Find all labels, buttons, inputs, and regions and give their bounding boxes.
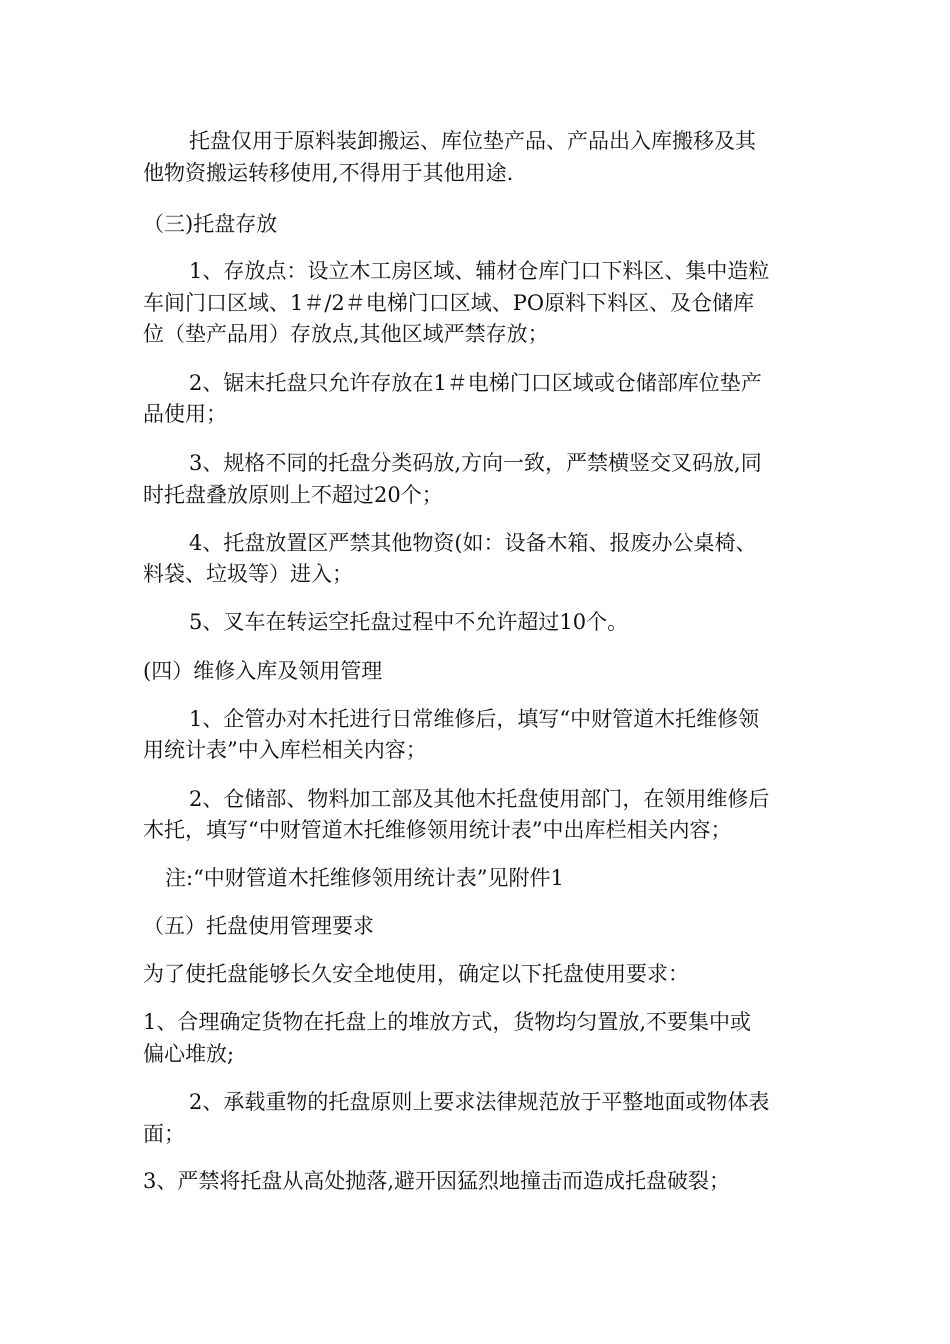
maintenance-note: 注:“中财管道木托维修领用统计表”见附件1 xyxy=(165,866,564,890)
maintenance-item-2-line-1: 2、仓储部、物料加工部及其他木托盘使用部门，在领用维修后 xyxy=(189,787,770,811)
maintenance-item-1-line-1: 1、企管办对木托进行日常维修后，填写“中财管道木托维修领 xyxy=(189,707,760,731)
requirement-item-2-line-2: 面； xyxy=(143,1122,185,1146)
storage-item-1-line-2: 车间门口区域、1＃/2＃电梯门口区域、PO原料下料区、及仓储库 xyxy=(143,291,755,315)
paragraph-usage-line-2: 他物资搬运转移使用,不得用于其他用途. xyxy=(143,161,514,185)
requirement-item-1-line-1: 1、合理确定货物在托盘上的堆放方式，货物均匀置放,不要集中或 xyxy=(143,1010,752,1034)
storage-item-5: 5、叉车在转运空托盘过程中不允许超过10个。 xyxy=(189,610,629,634)
requirement-item-2-line-1: 2、承载重物的托盘原则上要求法律规范放于平整地面或物体表 xyxy=(189,1090,770,1114)
storage-item-1-line-1: 1、存放点：设立木工房区域、辅材仓库门口下料区、集中造粒 xyxy=(189,259,770,283)
section-heading-requirements: （五）托盘使用管理要求 xyxy=(143,914,374,938)
storage-item-4-line-1: 4、托盘放置区严禁其他物资(如：设备木箱、报废办公桌椅、 xyxy=(189,531,757,555)
requirements-intro: 为了使托盘能够长久安全地使用，确定以下托盘使用要求： xyxy=(143,962,689,986)
requirement-item-1-line-2: 偏心堆放; xyxy=(143,1042,235,1066)
storage-item-4-line-2: 料袋、垃圾等）进入； xyxy=(143,562,353,586)
storage-item-2-line-1: 2、锯末托盘只允许存放在1＃电梯门口区域或仓储部库位垫产 xyxy=(189,371,762,395)
requirement-item-3: 3、严禁将托盘从高处抛落,避开因猛烈地撞击而造成托盘破裂； xyxy=(143,1169,731,1193)
storage-item-3-line-1: 3、规格不同的托盘分类码放,方向一致，严禁横竖交叉码放,同 xyxy=(189,451,762,475)
section-heading-maintenance: (四）维修入库及领用管理 xyxy=(143,659,383,683)
storage-item-3-line-2: 时托盘叠放原则上不超过20个； xyxy=(143,483,443,507)
paragraph-usage-line-1: 托盘仅用于原料装卸搬运、库位垫产品、产品出入库搬移及其 xyxy=(189,129,756,153)
storage-item-1-line-3: 位（垫产品用）存放点,其他区域严禁存放； xyxy=(143,322,549,346)
storage-item-2-line-2: 品使用； xyxy=(143,402,227,426)
section-heading-storage: （三)托盘存放 xyxy=(143,212,278,236)
maintenance-item-1-line-2: 用统计表”中入库栏相关内容； xyxy=(143,738,427,762)
maintenance-item-2-line-2: 木托，填写“中财管道木托维修领用统计表”中出库栏相关内容； xyxy=(143,818,732,842)
